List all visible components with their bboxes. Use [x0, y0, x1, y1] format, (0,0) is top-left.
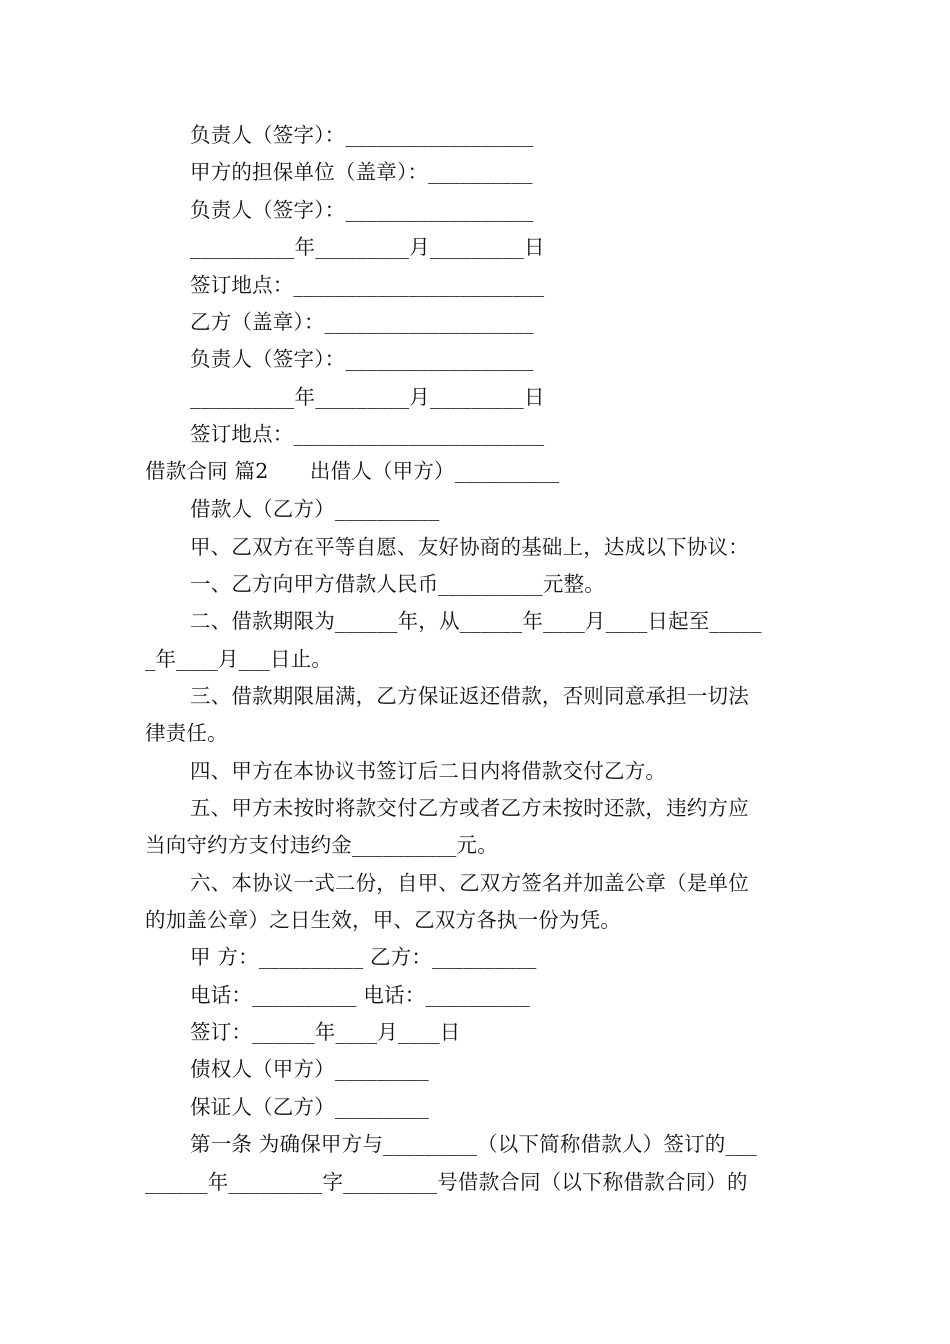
text-line: 五、甲方未按时将款交付乙方或者乙方未按时还款，违约方应 [190, 796, 749, 820]
text-line: _年____月___日止。 [145, 647, 333, 671]
text-line: 签订地点：________________________ [190, 273, 545, 297]
text-line: 债权人（甲方）_________ [190, 1057, 429, 1081]
text-line: 的加盖公章）之日生效，甲、乙双方各执一份为凭。 [145, 908, 622, 932]
text-line: 律责任。 [145, 721, 228, 745]
text-line: 第一条 为确保甲方与_________（以下简称借款人）签订的___ [190, 1132, 757, 1156]
text-line: 当向守约方支付违约金__________元。 [145, 833, 498, 857]
text-line: 四、甲方在本协议书签订后二日内将借款交付乙方。 [190, 759, 667, 783]
text-line: 三、借款期限届满，乙方保证返还借款，否则同意承担一切法 [190, 684, 749, 708]
text-line: 签订：______年____月____日 [190, 1020, 461, 1044]
text-line: 一、乙方向甲方借款人民币__________元整。 [190, 572, 605, 596]
text-line: 甲、乙双方在平等自愿、友好协商的基础上，达成以下协议： [190, 535, 749, 559]
text-line: 乙方（盖章）：____________________ [190, 310, 534, 334]
text-line: 甲 方：__________ 乙方：__________ [190, 945, 537, 969]
text-line: 二、借款期限为______年，从______年____月____日起至_____ [190, 609, 762, 633]
text-line: 签订地点：________________________ [190, 422, 545, 446]
text-line: 借款人（乙方）__________ [190, 497, 440, 521]
text-line: 电话：__________ 电话：__________ [190, 983, 530, 1007]
text-line: 甲方的担保单位（盖章）：__________ [190, 160, 533, 184]
text-line: 负责人（签字）：__________________ [190, 198, 534, 222]
text-line: 保证人（乙方）_________ [190, 1095, 429, 1119]
text-line: __________年_________月_________日 [190, 235, 545, 259]
text-line: 负责人（签字）：__________________ [190, 347, 534, 371]
section-heading: 借款合同 篇2 出借人（甲方）__________ [145, 459, 560, 483]
text-line: ______年_________字_________号借款合同（以下称借款合同）的 [145, 1170, 748, 1194]
text-line: 六、本协议一式二份，自甲、乙双方签名并加盖公章（是单位 [190, 871, 749, 895]
text-line: 负责人（签字）：__________________ [190, 123, 534, 147]
text-line: __________年_________月_________日 [190, 385, 545, 409]
